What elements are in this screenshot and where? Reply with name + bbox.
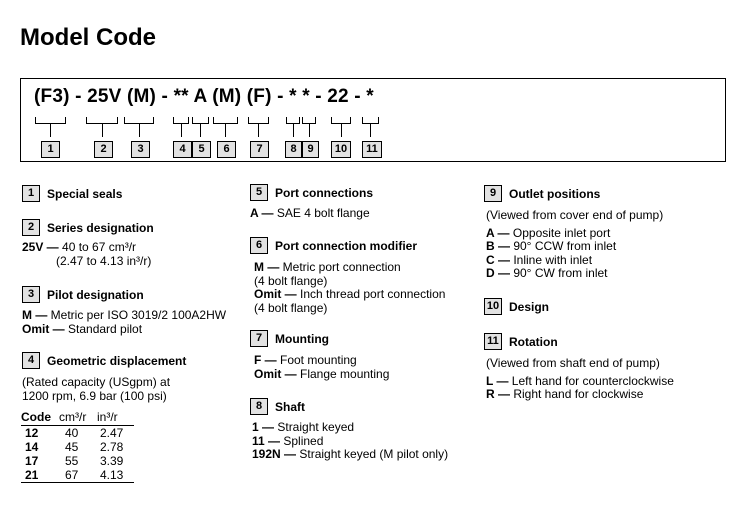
section-title: Special seals — [47, 186, 123, 201]
section-number: 7 — [250, 330, 268, 347]
position-box-2: 2 — [94, 141, 113, 158]
option-text: Metric per ISO 3019/2 100A2HW — [47, 308, 227, 322]
section-note: 1200 rpm, 6.9 bar (100 psi) — [22, 388, 167, 403]
option-text: Metric port connection — [279, 260, 401, 274]
option-code: B — — [486, 239, 510, 253]
option-text: Inline with inlet — [510, 252, 593, 267]
option-code: F — — [254, 353, 277, 367]
option-code: M — — [22, 308, 48, 322]
table-cell: 17 — [25, 454, 39, 468]
section-number: 5 — [250, 184, 268, 201]
stem-3 — [139, 124, 140, 137]
option-code: 25V — — [22, 240, 59, 254]
position-box-10: 10 — [331, 141, 351, 158]
option-text: Opposite inlet port — [509, 225, 611, 240]
stem-6 — [225, 124, 226, 137]
position-box-4: 4 — [173, 141, 192, 158]
section-number: 9 — [484, 185, 502, 202]
option-code: Omit — — [254, 287, 297, 301]
page-title: Model Code — [20, 24, 156, 51]
option-code: R — — [486, 387, 510, 401]
section-shaft — [250, 398, 448, 462]
table-cell: 40 — [65, 426, 79, 440]
section-note: (Viewed from shaft end of pump) — [486, 356, 660, 370]
bracket-7 — [248, 117, 269, 124]
section-title: Port connection modifier — [275, 238, 418, 253]
option-code: 11 — — [252, 433, 281, 448]
stem-5 — [200, 124, 201, 137]
option-code: A — — [250, 206, 274, 220]
position-box-7: 7 — [250, 141, 269, 158]
section-number: 1 — [22, 185, 40, 202]
table-cell: 45 — [65, 440, 79, 454]
table-cell: 21 — [21, 468, 59, 483]
option-text: Straight keyed (M pilot only) — [296, 447, 449, 461]
option-code: A — — [486, 225, 510, 240]
section-series-designation — [22, 219, 154, 268]
bracket-6 — [213, 117, 238, 124]
table-header: cm³/r — [59, 409, 97, 426]
section-note: (Rated capacity (USgpm) at — [22, 375, 171, 389]
table-row — [21, 440, 134, 454]
option-text: Standard pilot — [64, 321, 143, 336]
option-text: Left hand for counterclockwise — [508, 373, 674, 388]
table-cell: 55 — [65, 454, 79, 468]
position-box-8: 8 — [285, 141, 302, 158]
section-mounting — [250, 330, 389, 381]
bracket-5 — [192, 117, 209, 124]
section-title: Pilot designation — [47, 287, 144, 302]
position-box-11: 11 — [362, 141, 382, 158]
option-code: 1 — — [252, 420, 275, 434]
section-number: 3 — [22, 286, 40, 303]
table-cell: 67 — [59, 468, 97, 483]
option-text: SAE 4 bolt flange — [273, 206, 370, 220]
option-text-cont: (4 bolt flange) — [254, 300, 328, 315]
section-rotation — [484, 333, 674, 402]
section-title: Geometric displacement — [47, 353, 187, 368]
bracket-1 — [35, 117, 66, 124]
stem-9 — [309, 124, 310, 137]
section-title: Mounting — [275, 331, 329, 346]
table-cell: 12 — [25, 426, 39, 440]
option-text: 40 to 67 cm³/r — [58, 240, 137, 254]
stem-8 — [293, 124, 294, 137]
option-code: Omit — — [254, 366, 297, 381]
section-number: 4 — [22, 352, 40, 369]
bracket-4 — [173, 117, 189, 124]
section-design — [484, 298, 549, 315]
position-box-1: 1 — [41, 141, 60, 158]
bracket-8 — [286, 117, 300, 124]
table-cell: 2.47 — [100, 426, 124, 440]
section-number: 11 — [484, 333, 502, 350]
position-box-5: 5 — [192, 141, 211, 158]
bracket-3 — [124, 117, 154, 124]
section-title: Shaft — [275, 399, 305, 414]
option-text: Foot mounting — [276, 353, 357, 367]
position-box-6: 6 — [217, 141, 236, 158]
table-row — [21, 454, 134, 468]
section-title: Design — [509, 299, 550, 314]
bracket-9 — [302, 117, 316, 124]
section-note: (Viewed from cover end of pump) — [486, 208, 664, 222]
table-header: in³/r — [97, 409, 134, 426]
option-text: 90° CCW from inlet — [510, 239, 617, 253]
option-text: Straight keyed — [274, 420, 355, 434]
stem-2 — [102, 124, 103, 137]
table-cell: 14 — [25, 440, 39, 454]
section-outlet-positions — [484, 185, 663, 281]
option-text: Splined — [280, 433, 324, 448]
option-text: Inch thread port connection — [296, 287, 446, 301]
option-code: Omit — — [22, 321, 65, 336]
stem-1 — [50, 124, 51, 137]
position-box-3: 3 — [131, 141, 150, 158]
option-code: 192N — — [252, 447, 297, 461]
option-code: D — — [486, 266, 510, 280]
option-code: L — — [486, 373, 509, 388]
section-title: Series designation — [47, 220, 154, 235]
option-text-cont: (2.47 to 4.13 in³/r) — [56, 253, 152, 268]
model-code-string: (F3) - 25V (M) - ** A (M) (F) - * * - 22 - * — [34, 86, 374, 107]
section-port-connection-modifier — [250, 237, 445, 315]
option-code: C — — [486, 252, 510, 267]
section-port-connections — [250, 184, 373, 221]
stem-11 — [370, 124, 371, 137]
section-number: 6 — [250, 237, 268, 254]
option-text-cont: (4 bolt flange) — [254, 273, 328, 288]
stem-4 — [181, 124, 182, 137]
table-cell: 4.13 — [97, 468, 134, 483]
table-row — [21, 468, 134, 483]
bracket-11 — [362, 117, 379, 124]
section-number: 2 — [22, 219, 40, 236]
option-text: 90° CW from inlet — [510, 266, 608, 280]
section-special-seals — [22, 185, 122, 202]
section-number: 10 — [484, 298, 502, 315]
bracket-10 — [331, 117, 351, 124]
option-text: Right hand for clockwise — [510, 387, 644, 401]
table-header: Code — [21, 409, 59, 426]
table-cell: 2.78 — [100, 440, 124, 454]
option-code: M — — [254, 260, 280, 274]
table-row — [21, 426, 134, 441]
section-title: Outlet positions — [509, 186, 601, 201]
section-geometric-displacement — [22, 352, 186, 403]
section-number: 8 — [250, 398, 268, 415]
bracket-2 — [86, 117, 118, 124]
section-title: Port connections — [275, 185, 374, 200]
section-title: Rotation — [509, 334, 558, 349]
option-text: Flange mounting — [296, 366, 390, 381]
stem-7 — [258, 124, 259, 137]
section-pilot-designation — [22, 286, 226, 336]
stem-10 — [341, 124, 342, 137]
position-box-9: 9 — [302, 141, 319, 158]
displacement-table — [21, 409, 134, 483]
table-cell: 3.39 — [100, 454, 124, 468]
